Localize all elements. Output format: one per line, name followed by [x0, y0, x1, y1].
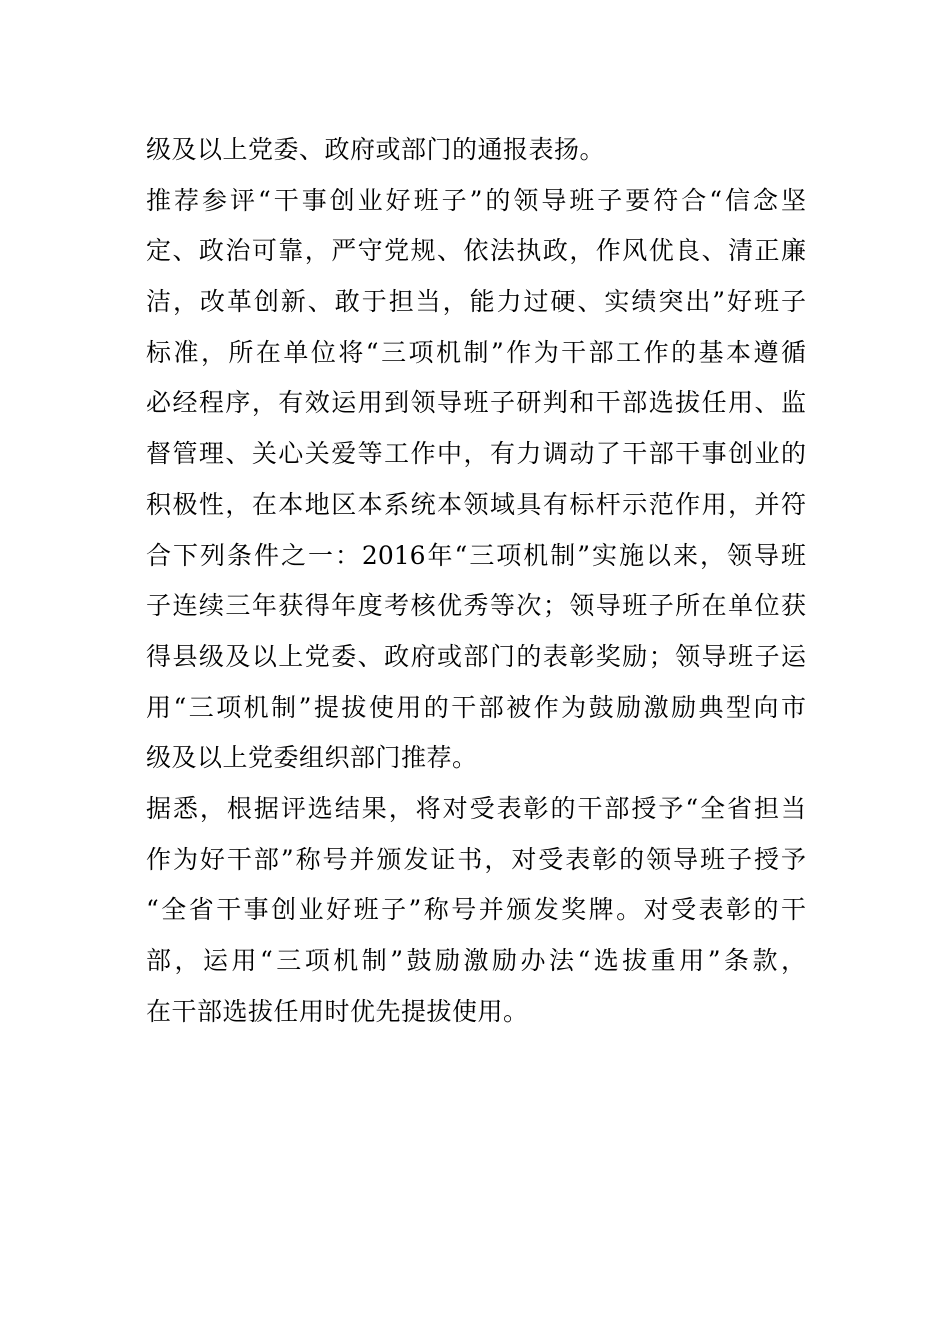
- text-line: 推荐参评“干事创业好班子”的领导班子要符合“信念坚: [146, 185, 806, 215]
- text-line: 作为好干部”称号并颁发证书，对受表彰的领导班子授予: [146, 844, 806, 874]
- text-line: 级及以上党委组织部门推荐。: [146, 743, 478, 773]
- document-body: [146, 125, 806, 1037]
- text-line: 标准，所在单位将“三项机制”作为干部工作的基本遵循: [146, 337, 806, 367]
- text-line: 定、政治可靠，严守党规、依法执政，作风优良、清正廉: [146, 236, 806, 266]
- text-line: 用“三项机制”提拔使用的干部被作为鼓励激励典型向市: [146, 692, 806, 722]
- text-line: 合下列条件之一：2016年“三项机制”实施以来，领导班: [146, 540, 806, 570]
- text-line: 得县级及以上党委、政府或部门的表彰奖励；领导班子运: [146, 641, 806, 671]
- paragraph-3: [146, 784, 806, 1037]
- text-line: 督管理、关心关爱等工作中，有力调动了干部干事创业的: [146, 439, 806, 469]
- text-line: 必经程序，有效运用到领导班子研判和干部选拔任用、监: [146, 388, 806, 418]
- text-line: 积极性，在本地区本系统本领域具有标杆示范作用，并符: [146, 489, 806, 519]
- text-line: “全省干事创业好班子”称号并颁发奖牌。对受表彰的干: [146, 895, 806, 925]
- text-line: 据悉，根据评选结果，将对受表彰的干部授予“全省担当: [146, 793, 806, 823]
- text-line: 在干部选拔任用时优先提拔使用。: [146, 996, 529, 1026]
- paragraph-1: [146, 125, 806, 176]
- text-line: 子连续三年获得年度考核优秀等次；领导班子所在单位获: [146, 591, 806, 621]
- paragraph-2: [146, 176, 806, 784]
- text-line: 洁，改革创新、敢于担当，能力过硬、实绩突出”好班子: [146, 287, 806, 317]
- text-line: 级及以上党委、政府或部门的通报表扬。: [146, 135, 606, 164]
- text-line: 部，运用“三项机制”鼓励激励办法“选拔重用”条款，: [146, 946, 806, 975]
